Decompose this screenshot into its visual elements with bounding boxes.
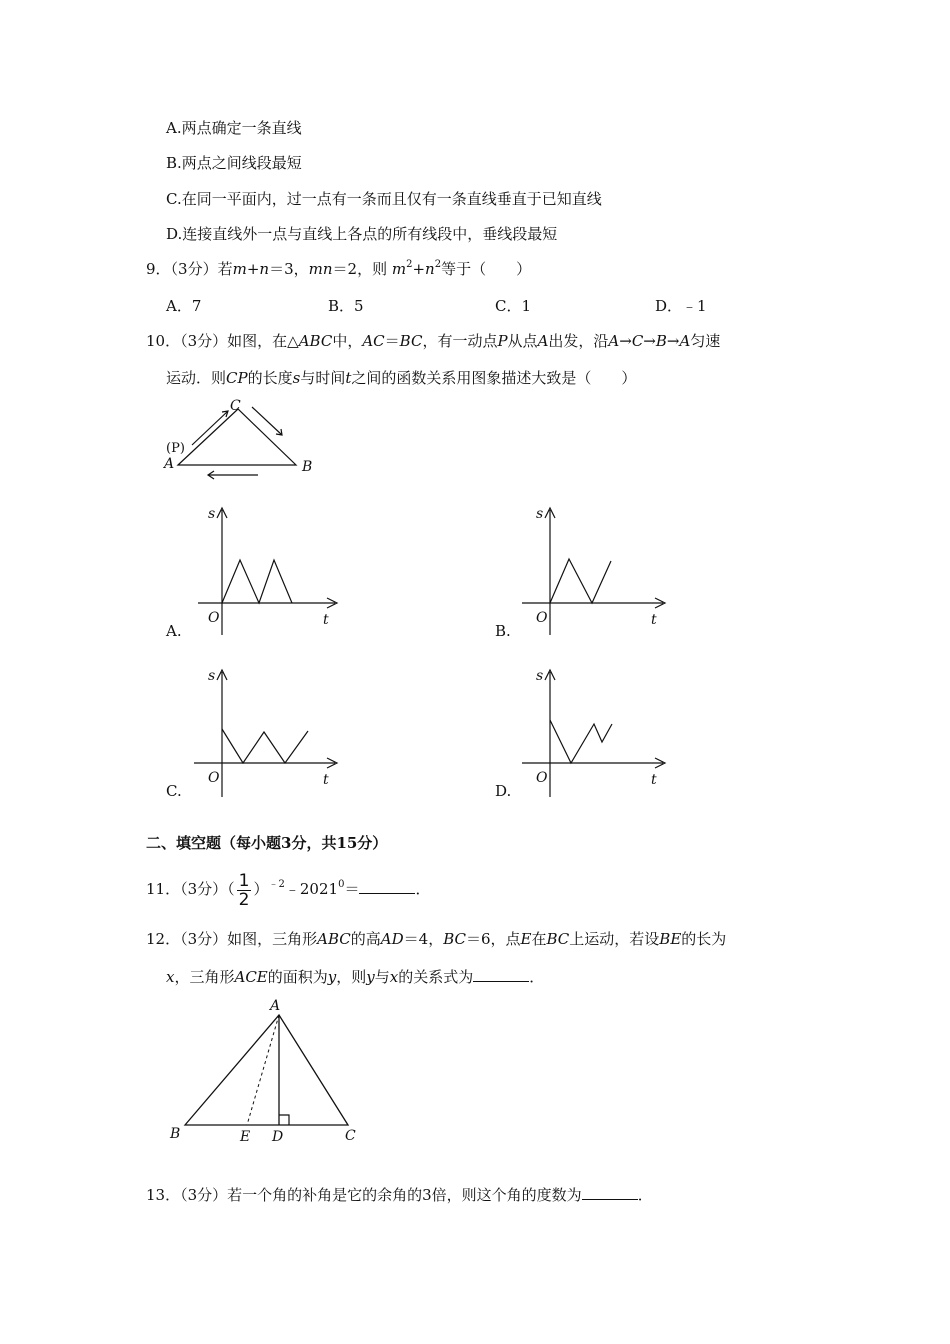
- graph-d-t-label: t: [651, 772, 657, 788]
- label-C: C: [230, 398, 241, 414]
- q8-option-a: A.两点确定一条直线: [166, 119, 302, 137]
- q12-label-C: C: [345, 1128, 356, 1144]
- q10-graph-a: [190, 500, 350, 640]
- graph-a-origin-label: O: [208, 610, 220, 626]
- q10-graph-d: [518, 662, 678, 802]
- q11-fraction: $\frac{1}{2}$: [238, 870, 250, 910]
- q9-option-d: D．﹣1: [655, 297, 707, 315]
- q9-option-a: A．7: [166, 297, 202, 315]
- q9-stem: 9．（3分）若m+n＝3，mn＝2，则 $m^2+n^2$等于（ ）: [146, 259, 532, 278]
- graph-b-origin-label: O: [536, 610, 548, 626]
- q12-triangle-figure: [165, 995, 370, 1150]
- q8-option-c: C.在同一平面内，过一点有一条而且仅有一条直线垂直于已知直线: [166, 190, 602, 208]
- graph-c-t-label: t: [323, 772, 329, 788]
- q10-graph-b: [518, 500, 678, 640]
- graph-c-s-label: s: [208, 668, 216, 684]
- section-2-title: 二、填空题（每小题3分，共15分）: [146, 834, 388, 852]
- q12-answer-blank[interactable]: [473, 967, 529, 982]
- q10-triangle-figure: [160, 395, 330, 485]
- q9-option-b: B．5: [328, 297, 364, 315]
- label-P: (P): [166, 441, 185, 456]
- q12-label-B: B: [170, 1126, 181, 1142]
- q12-label-A: A: [270, 998, 281, 1014]
- q12-label-E: E: [240, 1129, 251, 1145]
- label-A: A: [164, 456, 175, 472]
- q10-stem-line2: 运动．则CP的长度s与时间t之间的函数关系用图象描述大致是（ ）: [166, 369, 637, 387]
- graph-b-t-label: t: [651, 612, 657, 628]
- q13-answer-blank[interactable]: [582, 1185, 638, 1200]
- label-B: B: [302, 459, 313, 475]
- q8-option-d: D.连接直线外一点与直线上各点的所有线段中，垂线段最短: [166, 225, 558, 243]
- q12-label-D: D: [272, 1129, 284, 1145]
- q12-stem-line1: 12．（3分）如图，三角形ABC的高AD＝4，BC＝6，点E在BC上运动，若设BE的长为: [146, 930, 727, 948]
- graph-b-s-label: s: [536, 506, 544, 522]
- q13-stem: 13．（3分）若一个角的补角是它的余角的3倍，则这个角的度数为 ．: [146, 1186, 653, 1204]
- q10-option-d: D.: [495, 782, 512, 800]
- graph-a-t-label: t: [323, 612, 329, 628]
- q10-option-b: B.: [495, 622, 511, 640]
- q10-option-a: A.: [166, 622, 182, 640]
- q12-stem-line2: x，三角形ACE的面积为y，则y与x的关系式为 ．: [166, 968, 545, 986]
- q11-answer-blank[interactable]: [359, 879, 415, 894]
- q11-stem: 11．（3分）（ $\frac{1}{2}$ ）$^{﹣2}﹣2021^0=$ ．: [146, 870, 431, 910]
- q10-stem-line1: 10．（3分）如图，在△ABC中，AC＝BC，有一动点P从点A出发，沿A→C→B→A匀速: [146, 332, 721, 350]
- q9-option-c: C．1: [495, 297, 532, 315]
- graph-a-s-label: s: [208, 506, 216, 522]
- q8-option-b: B.两点之间线段最短: [166, 154, 302, 172]
- q10-option-c: C.: [166, 782, 182, 800]
- q10-graph-c: [190, 662, 350, 802]
- graph-d-origin-label: O: [536, 770, 548, 786]
- graph-d-s-label: s: [536, 668, 544, 684]
- graph-c-origin-label: O: [208, 770, 220, 786]
